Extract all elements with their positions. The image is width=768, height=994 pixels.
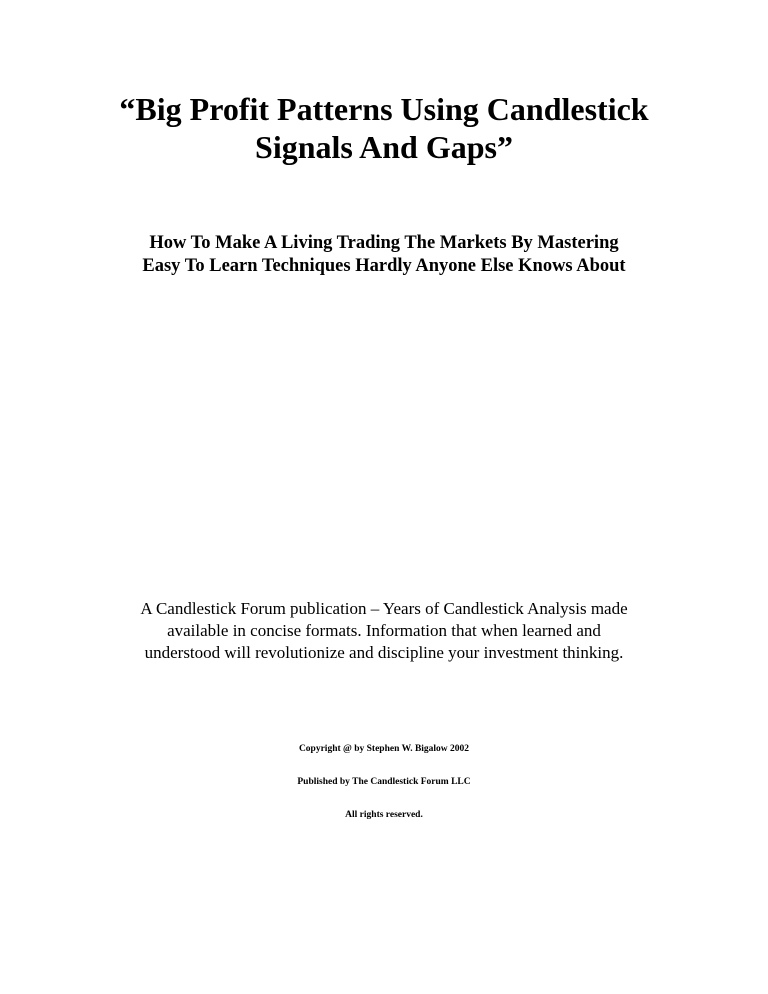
description-line-3: understood will revolutionize and discipline your investment thinking. <box>144 643 624 662</box>
subtitle-line-2: Easy To Learn Techniques Hardly Anyone Else Knows About <box>142 256 626 276</box>
description-line-2: available in concise formats. Information that when learned and <box>167 621 601 640</box>
publication-description <box>0 598 768 664</box>
publisher-notice: Published by The Candlestick Forum LLC <box>297 777 471 787</box>
document-title <box>0 90 768 166</box>
title-line-1: “Big Profit Patterns Using Candlestick <box>119 91 649 127</box>
title-line-2: Signals And Gaps” <box>255 129 513 165</box>
description-line-1: A Candlestick Forum publication – Years of Candlestick Analysis made <box>140 599 628 618</box>
copyright-notice: Copyright @ by Stephen W. Bigalow 2002 <box>298 744 470 754</box>
rights-notice: All rights reserved. <box>345 810 423 820</box>
subtitle-line-1: How To Make A Living Trading The Markets By Mastering <box>149 233 619 253</box>
document-subtitle <box>0 232 768 278</box>
